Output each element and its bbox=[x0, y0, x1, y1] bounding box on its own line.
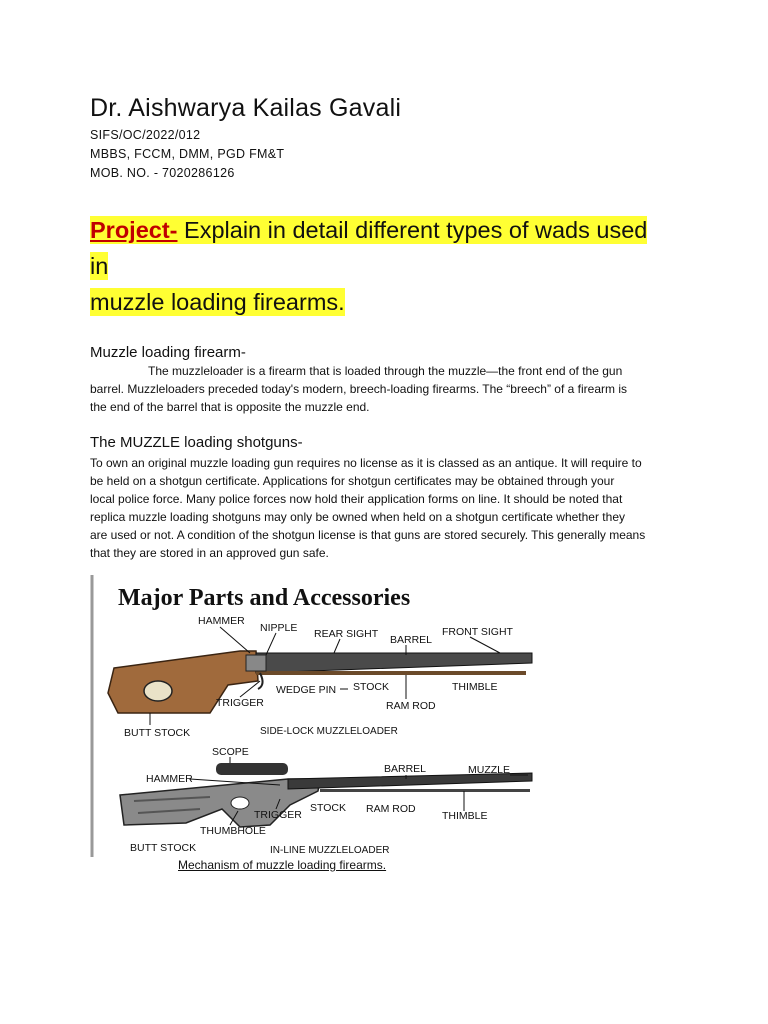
label-barrel: BARREL bbox=[390, 634, 433, 646]
paragraph-line: replica muzzle loading shotguns may only be owned when held on a shotgun certificate whether they bbox=[90, 510, 625, 524]
leader-line bbox=[334, 639, 340, 653]
paragraph-line: To own an original muzzle loading gun requires no license as it is classed as an antique. It will require to bbox=[90, 456, 642, 470]
paragraph-line: barrel. Muzzleloaders preceded today's modern, breech-loading firearms. The “breech” of a firearm is bbox=[90, 382, 627, 396]
sidelock-barrel-shape bbox=[256, 653, 532, 673]
sidelock-lock-plate bbox=[246, 655, 266, 671]
thumbhole-shape bbox=[231, 797, 249, 809]
inline-caption: IN-LINE MUZZLELOADER bbox=[270, 845, 390, 856]
project-text-1: Explain in detail different types of wads used in bbox=[90, 217, 648, 279]
project-label: Project- bbox=[90, 217, 178, 243]
label-trigger-inline: TRIGGER bbox=[254, 809, 302, 821]
label-nipple: NIPPLE bbox=[260, 622, 298, 634]
author-name: Dr. Aishwarya Kailas Gavali bbox=[90, 94, 402, 122]
project-line-2: muzzle loading firearms. bbox=[90, 289, 345, 315]
label-trigger: TRIGGER bbox=[216, 697, 264, 709]
section-heading-muzzle-loading-firearm: Muzzle loading firearm- bbox=[90, 344, 246, 361]
label-front-sight: FRONT SIGHT bbox=[442, 626, 513, 638]
section-heading-muzzle-loading-shotguns: The MUZZLE loading shotguns- bbox=[90, 434, 303, 451]
leader-line bbox=[220, 627, 250, 653]
author-mobile: MOB. NO. - 7020286126 bbox=[90, 166, 235, 180]
paragraph-line: that they are stored in an approved gun safe. bbox=[90, 546, 329, 560]
label-butt-stock-inline: BUTT STOCK bbox=[130, 842, 197, 854]
paragraph-line: The muzzleloader is a firearm that is loaded through the muzzle—the front end of the gun bbox=[148, 364, 623, 378]
label-hammer-inline: HAMMER bbox=[146, 773, 193, 785]
section2-paragraph bbox=[90, 454, 690, 562]
project-statement bbox=[90, 212, 670, 320]
paragraph-line: the end of the barrel that is opposite the muzzle end. bbox=[90, 400, 370, 414]
label-thimble-inline: THIMBLE bbox=[442, 810, 488, 822]
label-ram-rod: RAM ROD bbox=[386, 700, 436, 712]
paragraph-line: local police force. Many police forces now hold their application forms on line. It should be noted that bbox=[90, 492, 623, 506]
label-thumbhole: THUMBHOLE bbox=[200, 825, 266, 837]
paragraph-line: be held on a shotgun certificate. Applications for shotgun certificates may be obtained through your bbox=[90, 474, 615, 488]
stock-inlay-icon bbox=[144, 681, 172, 701]
label-barrel-inline: BARREL bbox=[384, 763, 427, 775]
section1-paragraph bbox=[90, 362, 690, 416]
label-muzzle: MUZZLE bbox=[468, 764, 510, 776]
label-ram-rod-inline: RAM ROD bbox=[366, 803, 416, 815]
scope-shape bbox=[216, 763, 288, 775]
sidelock-caption: SIDE-LOCK MUZZLELOADER bbox=[260, 726, 398, 737]
label-hammer: HAMMER bbox=[198, 615, 245, 627]
leader-line bbox=[266, 633, 276, 655]
author-qualifications: MBBS, FCCM, DMM, PGD FM&T bbox=[90, 147, 285, 161]
label-wedge-pin: WEDGE PIN bbox=[276, 684, 337, 696]
label-rear-sight: REAR SIGHT bbox=[314, 628, 379, 640]
author-id: SIFS/OC/2022/012 bbox=[90, 128, 201, 142]
firearm-parts-figure bbox=[90, 573, 544, 857]
inline-ramrod-shape bbox=[320, 789, 530, 792]
figure-caption: Mechanism of muzzle loading firearms. bbox=[178, 858, 387, 872]
leader-line bbox=[470, 637, 500, 653]
label-stock: STOCK bbox=[353, 681, 389, 693]
label-thimble: THIMBLE bbox=[452, 681, 498, 693]
label-stock-inline: STOCK bbox=[310, 802, 346, 814]
label-scope: SCOPE bbox=[212, 746, 249, 758]
paragraph-line: are used or not. A condition of the shotgun license is that guns are stored securely. This generally means bbox=[90, 528, 646, 542]
sidelock-ramrod-shape bbox=[256, 671, 526, 675]
label-butt-stock: BUTT STOCK bbox=[124, 727, 191, 739]
figure-title: Major Parts and Accessories bbox=[118, 585, 411, 611]
project-line-1 bbox=[90, 216, 647, 280]
firearm-diagram bbox=[90, 573, 544, 857]
